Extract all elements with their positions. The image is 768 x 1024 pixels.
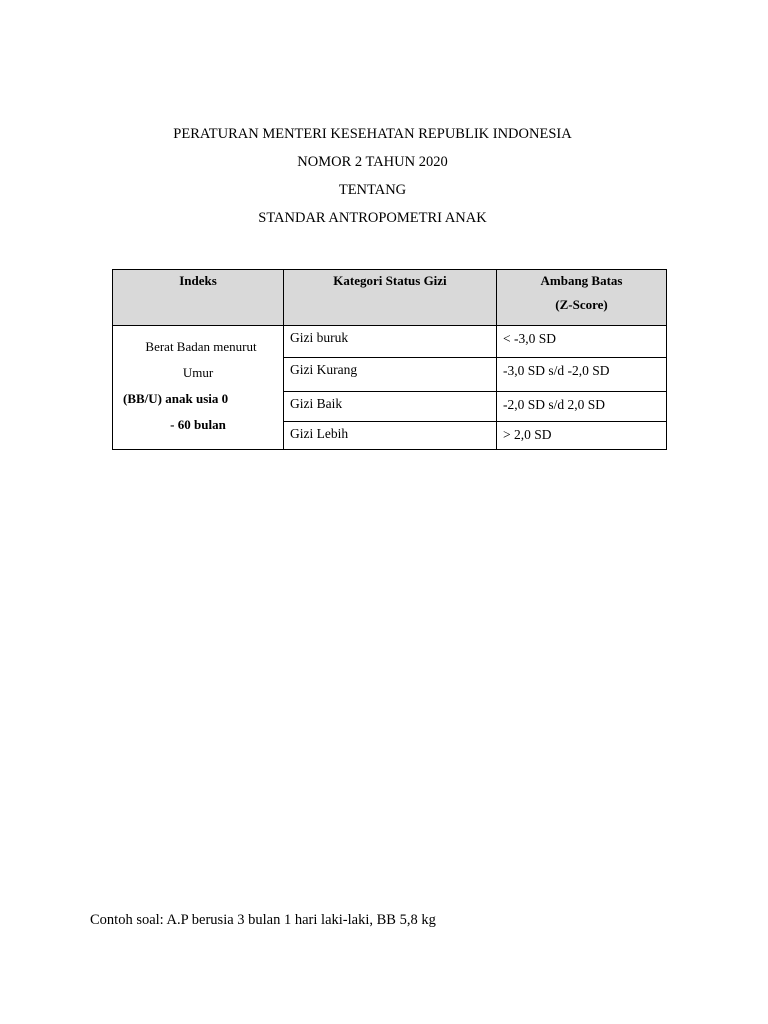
category-cell: Gizi Baik	[284, 392, 497, 422]
index-line2: Umur	[182, 365, 214, 380]
title-line-number: NOMOR 2 TAHUN 2020	[297, 154, 448, 170]
index-cell	[113, 326, 284, 450]
document-title-block	[0, 123, 745, 235]
header-kategori: Kategori Status Gizi	[284, 270, 497, 326]
threshold-cell: > 2,0 SD	[497, 422, 667, 450]
title-line-regulation: PERATURAN MENTERI KESEHATAN REPUBLIK INDONESIA	[173, 126, 572, 142]
index-line4: - 60 bulan	[170, 417, 226, 432]
table-row	[113, 326, 667, 358]
category-cell: Gizi buruk	[284, 326, 497, 358]
header-ambang-line2: (Z-Score)	[555, 297, 608, 312]
header-ambang-line1: Ambang Batas	[540, 273, 623, 288]
index-line3: (BB/U) anak usia 0	[123, 391, 229, 406]
threshold-cell: < -3,0 SD	[497, 326, 667, 358]
table-header-row	[113, 270, 667, 326]
nutrition-status-table	[112, 269, 667, 450]
threshold-cell: -2,0 SD s/d 2,0 SD	[497, 392, 667, 422]
title-line-about: TENTANG	[338, 182, 407, 198]
index-line1: Berat Badan menurut	[145, 339, 257, 354]
header-ambang-batas	[497, 270, 667, 326]
title-line-subject: STANDAR ANTROPOMETRI ANAK	[258, 210, 487, 226]
threshold-cell: -3,0 SD s/d -2,0 SD	[497, 358, 667, 392]
header-indeks: Indeks	[113, 270, 284, 326]
example-question: Contoh soal: A.P berusia 3 bulan 1 hari laki-laki, BB 5,8 kg	[90, 912, 436, 928]
category-cell: Gizi Lebih	[284, 422, 497, 450]
category-cell: Gizi Kurang	[284, 358, 497, 392]
